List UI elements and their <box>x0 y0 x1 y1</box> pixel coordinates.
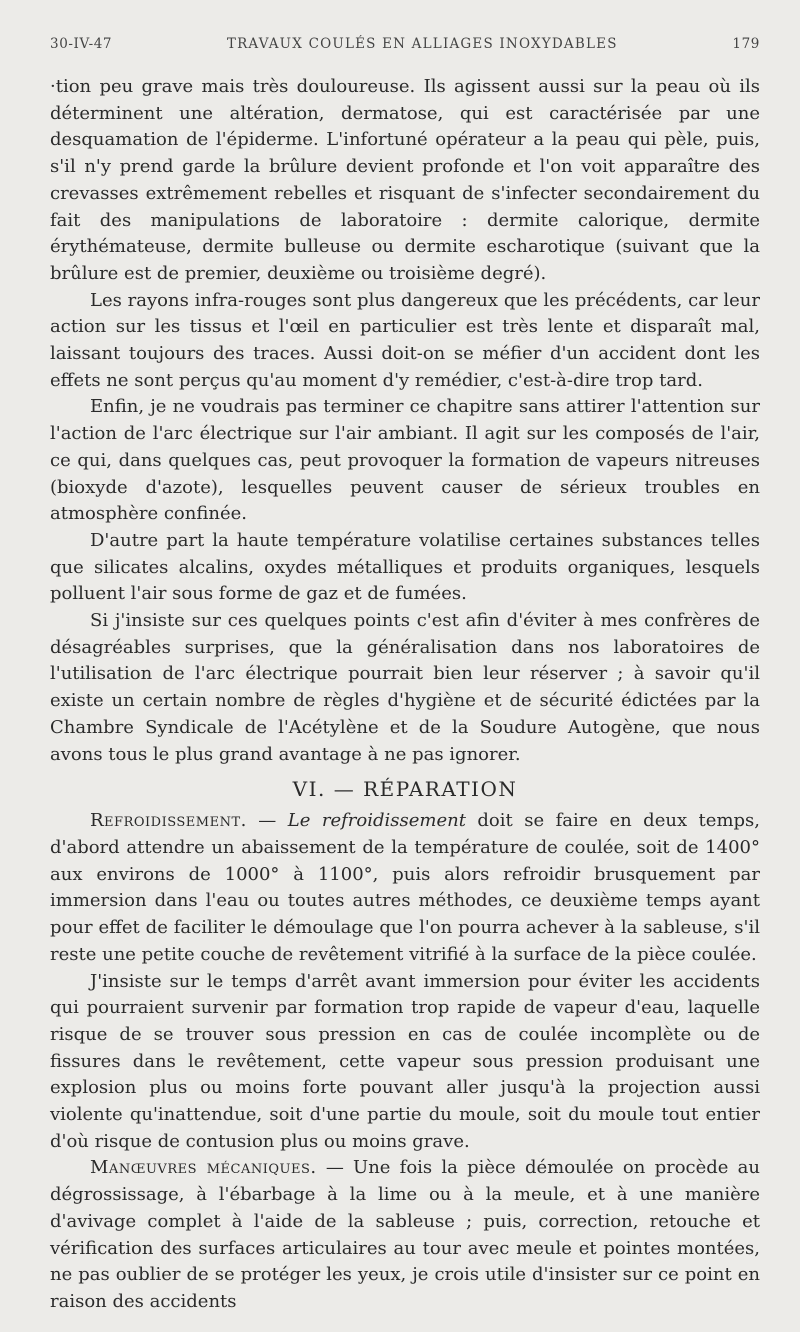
manoeuvres-dash: — <box>316 1157 354 1179</box>
refroidissement-dash: — <box>246 810 288 832</box>
header-title: TRAVAUX COULÉS EN ALLIAGES INOXYDABLES <box>226 36 618 52</box>
manoeuvres-heading: Manœuvres mécaniques. <box>90 1157 317 1179</box>
paragraph-electric-arc: Enfin, je ne voudrais pas terminer ce chapitre sans attirer l'attention sur l'action de l'arc électrique sur l'air ambiant. Il agit sur les composés de l'air, ce qui, dans quelques cas, peut provoquer la formation de vapeurs nitreuses (bioxyde d'azote), lesquelles peuvent causer de sérieux troubles en atmosphère confinée. <box>50 396 760 525</box>
paragraph-continued: ·tion peu grave mais très douloureuse. Ils agissent aussi sur la peau où ils déterminent une altération, dermatose, qui est caractérisée par une desquamation de l'épiderme. L'infortuné opérateur a la peau qui pèle, puis, s'il n'y prend garde la brûlure devient profonde et l'on voit apparaître des crevasses extrêmement rebelles et risquant de s'infecter secondairement du fait des manipulations de laboratoire : dermite calorique, dermite érythémateuse, dermite bulleuse ou dermite escharotique (suivant que la brûlure est de premier, deuxième ou troisième degré). <box>50 76 760 284</box>
refroidissement-text: doit se faire en deux temps, d'abord attendre un abaissement de la température de coulée, soit de 1400° aux environs de 1000° à 1100°, puis alors refroidir brusquement par immersion dans l'eau ou toutes autres méthodes, ce deuxième temps ayant pour effet de faciliter le démoulage que l'on pourra achever à la sableuse, s'il reste une petite couche de revêtement vitrifié à la surface de la pièce coulée. <box>50 810 760 965</box>
manoeuvres-text: Une fois la pièce démoulée on procède au dégrossissage, à l'ébarbage à la lime ou à la meule, et à une manière d'avivage complet à l'aide de la sableuse ; puis, correction, retouche et vérification des surfaces articulaires au tour avec meule et pointes montées, ne pas oublier de se protéger les yeux, je crois utile d'insister sur ce point en raison des accidents <box>50 1157 760 1312</box>
paragraph-refroidissement <box>50 808 760 968</box>
header-date: 30-IV-47 <box>50 36 113 52</box>
refroidissement-heading: Refroidissement. <box>90 810 247 832</box>
paragraph-infrared: Les rayons infra-rouges sont plus dangereux que les précédents, car leur action sur les tissus et l'œil en particulier est très lente et disparaît mal, laissant toujours des traces. Aussi doit-on se méfier d'un accident dont les effets ne sont perçus qu'au moment d'y remédier, c'est-à-dire trop tard. <box>50 289 760 391</box>
paragraph-immersion: J'insiste sur le temps d'arrêt avant immersion pour éviter les accidents qui pourraient survenir par formation trop rapide de vapeur d'eau, laquelle risque de se trouver sous pression en cas de coulée incomplète ou de fissures dans le revêtement, cette vapeur sous pression produisant une explosion plus ou moins forte pouvant aller jusqu'à la projection aussi violente qu'inattendue, soit d'une partie du moule, soit du moule tout entier d'où risque de contusion plus ou moins grave. <box>50 970 760 1152</box>
page-number: 179 <box>732 36 760 52</box>
paragraph-hygiene: Si j'insiste sur ces quelques points c'est afin d'éviter à mes confrères de désagréables surprises, que la généralisation dans nos laboratoires de l'utilisation de l'arc électrique pourrait bien leur réserver ; à savoir qu'il existe un certain nombre de règles d'hygiène et de sécurité édictées par la Chambre Syndicale de l'Acétylène et de la Soudure Autogène, que nous avons tous le plus grand avantage à ne pas ignorer. <box>50 610 760 765</box>
paragraph-volatilisation: D'autre part la haute température volatilise certaines substances telles que silicates alcalins, oxydes métalliques et produits organiques, lesquels polluent l'air sous forme de gaz et de fumées. <box>50 529 760 605</box>
body-text <box>50 74 760 1316</box>
running-head <box>50 36 760 52</box>
paragraph-manoeuvres <box>50 1155 760 1315</box>
section-title: VI. — RÉPARATION <box>292 777 518 802</box>
refroidissement-term: Le refroidissement <box>287 810 466 832</box>
